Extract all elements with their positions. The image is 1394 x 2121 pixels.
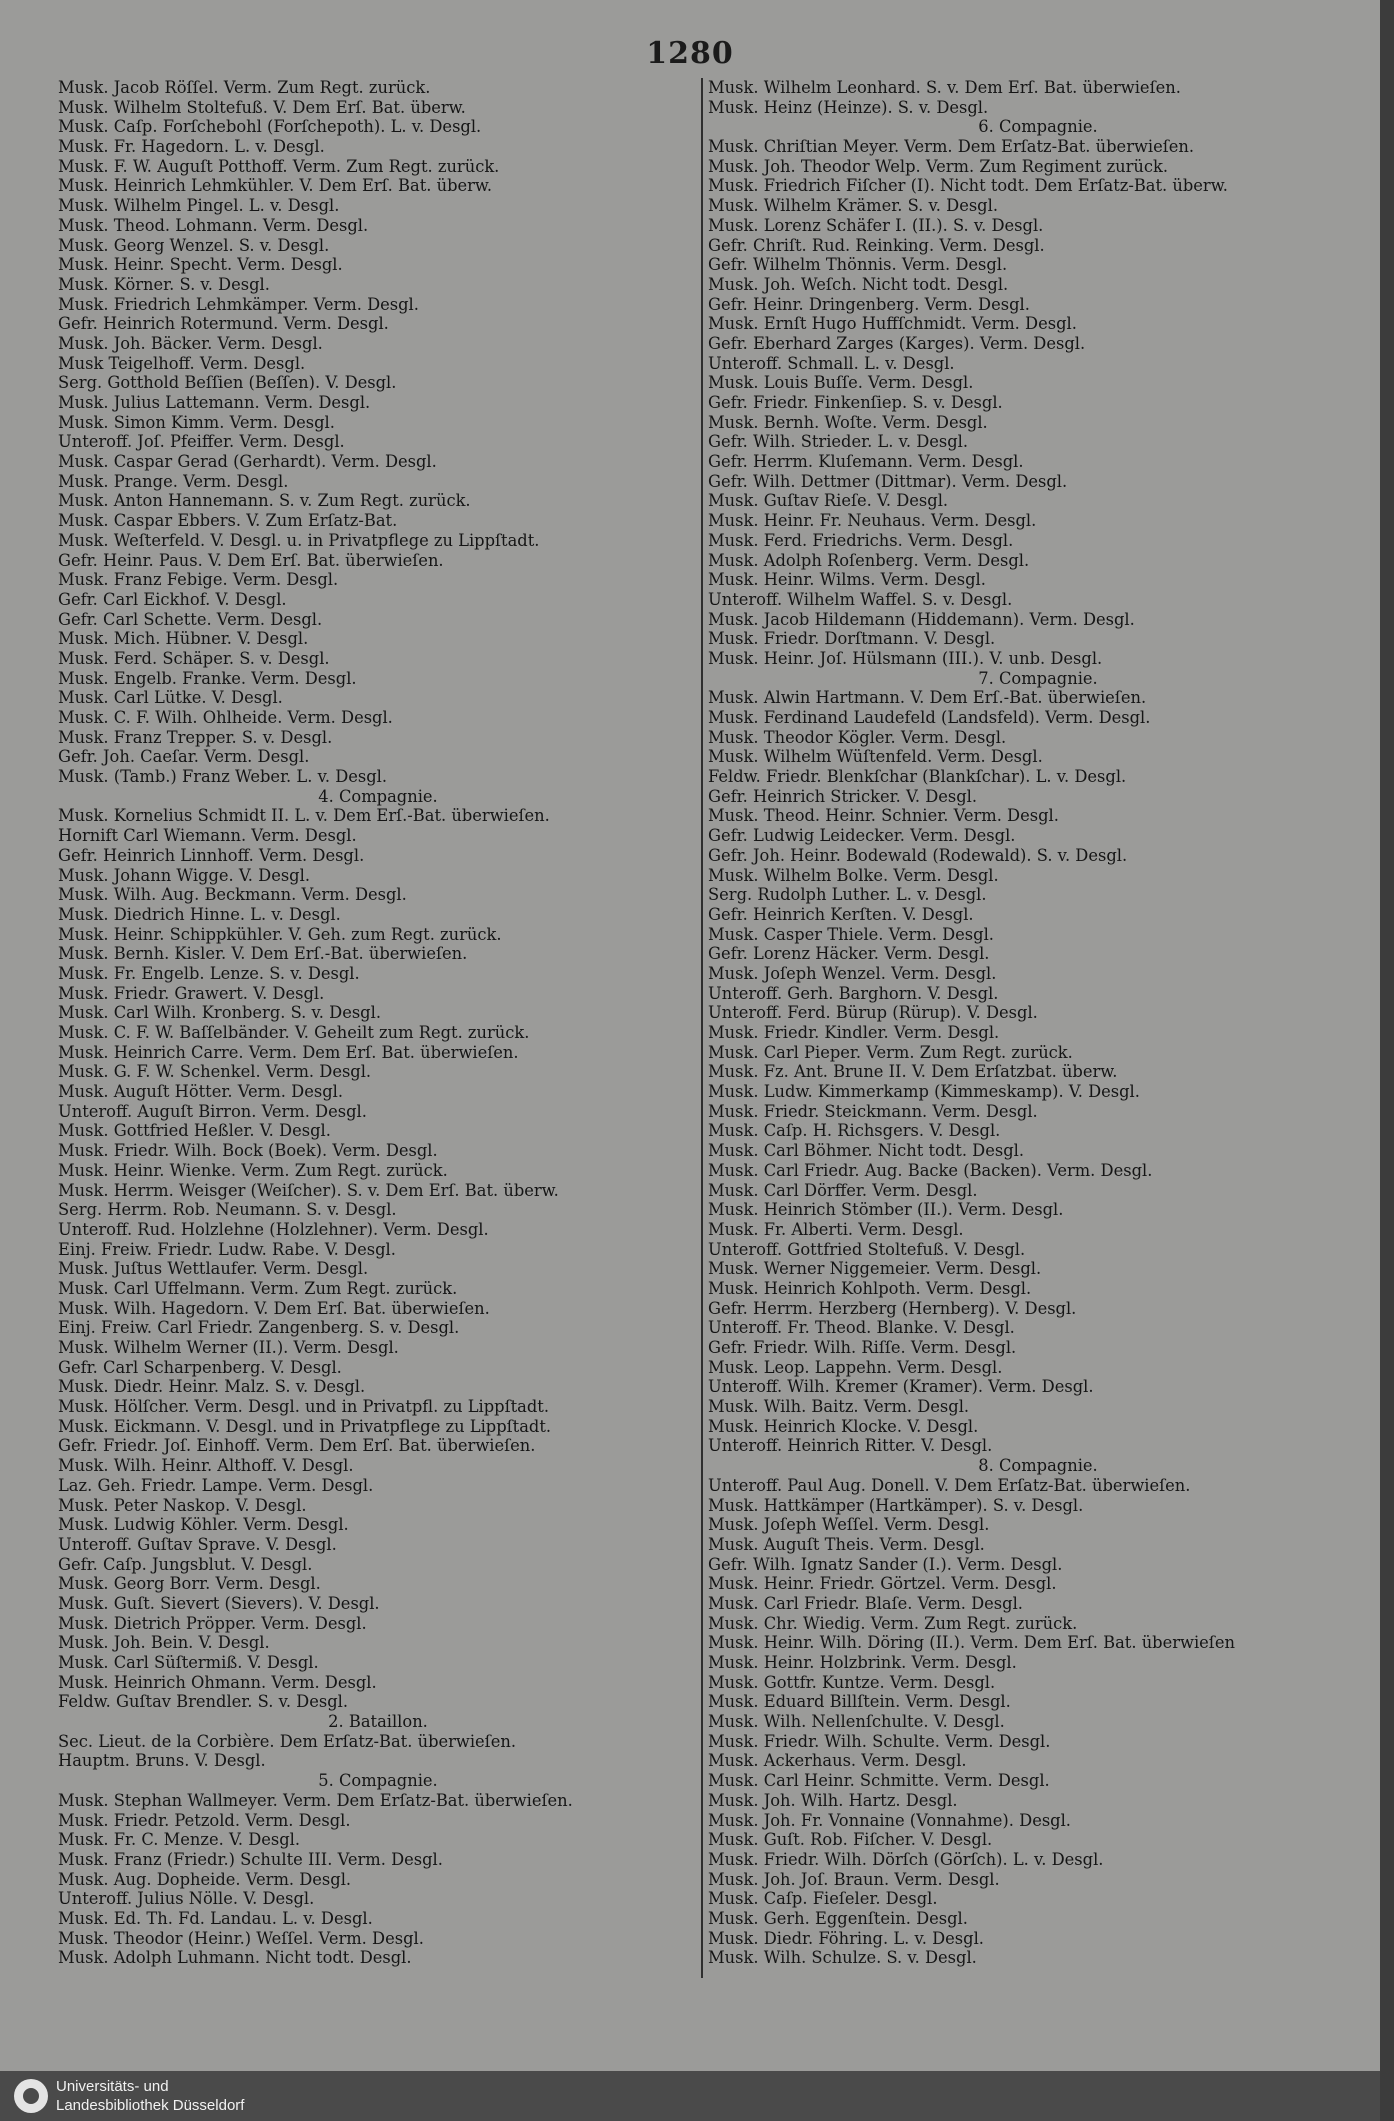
roster-entry: Musk. Wilhelm Leonhard. S. v. Dem Erſ. Bat. überwieſen. (708, 78, 1181, 97)
roster-entry: Gefr. Ludwig Leidecker. Verm. Desgl. (708, 826, 1016, 846)
roster-entry: Musk. Simon Kimm. Verm. Desgl. (58, 412, 335, 432)
roster-entry: Musk. Engelb. Franke. Verm. Desgl. (58, 668, 357, 688)
roster-entry: Gefr. Wilh. Ignatz Sander (I.). Verm. Desgl. (708, 1554, 1063, 1574)
roster-entry: Gefr. Caſp. Jungsblut. V. Desgl. (58, 1554, 313, 1574)
section-heading: 6. Compagnie. (978, 117, 1098, 137)
roster-entry: Musk. Ludwig Köhler. Verm. Desgl. (58, 1515, 349, 1535)
roster-entry: Musk. Heinr. Schippkühler. V. Geh. zum Regt. zurück. (58, 924, 502, 944)
roster-entry: Unteroff. Julius Nölle. V. Desgl. (58, 1889, 315, 1909)
roster-entry: Musk. Caſp. Fieſeler. Desgl. (708, 1889, 938, 1909)
roster-entry: Musk. Ed. Th. Fd. Landau. L. v. Desgl. (58, 1908, 373, 1928)
roster-entry: Musk. Theod. Lohmann. Verm. Desgl. (58, 215, 369, 235)
roster-entry: Musk. Friedr. Kindler. Verm. Desgl. (708, 1023, 1000, 1042)
roster-entry: Musk. Fr. Engelb. Lenze. S. v. Desgl. (58, 963, 360, 983)
roster-entry: Feldw. Guſtav Brendler. S. v. Desgl. (58, 1692, 349, 1712)
section-heading: 8. Compagnie. (978, 1456, 1098, 1476)
roster-entry: Musk. Heinrich Klocke. V. Desgl. (708, 1416, 979, 1436)
roster-entry: Musk. Friedrich Fiſcher (I). Nicht todt. Dem Erſatz-Bat. überw. (708, 176, 1228, 196)
roster-entry: Musk. Anton Hannemann. S. v. Zum Regt. zurück. (58, 491, 471, 511)
roster-entry: Gefr. Wilhelm Thönnis. Verm. Desgl. (708, 255, 1008, 275)
roster-entry: Musk. Franz Febige. Verm. Desgl. (58, 570, 339, 590)
roster-entry: Unteroff. Gottfried Stoltefuß. V. Desgl. (708, 1239, 1026, 1259)
roster-entry: Serg. Gotthold Beſſien (Beſſen). V. Desgl. (58, 373, 397, 393)
roster-entry: Musk. Joſeph Weſſel. Verm. Desgl. (708, 1515, 990, 1535)
roster-entry: Musk. Julius Lattemann. Verm. Desgl. (58, 393, 371, 412)
roster-entry: Musk. Ferdinand Laudefeld (Landsfeld). Verm. Desgl. (708, 708, 1151, 727)
roster-entry: Sec. Lieut. de la Corbière. Dem Erſatz-Bat. überwieſen. (58, 1731, 517, 1751)
section-heading: 7. Compagnie. (978, 668, 1098, 688)
roster-entry: Musk. Wilh. Heinr. Althoff. V. Desgl. (58, 1456, 354, 1476)
roster-entry: Musk. Ludw. Kimmerkamp (Kimmeskamp). V. Desgl. (708, 1082, 1140, 1102)
roster-entry: Gefr. Lorenz Häcker. Verm. Desgl. (708, 944, 990, 964)
roster-entry: Unteroff. Ferd. Bürup (Rürup). V. Desgl. (708, 1003, 1038, 1023)
roster-entry: Unteroff. Rud. Holzlehne (Holzlehner). Verm. Desgl. (58, 1219, 489, 1239)
roster-entry: Gefr. Heinr. Dringenberg. Verm. Desgl. (708, 294, 1030, 314)
roster-entry: Musk. Fr. Alberti. Verm. Desgl. (708, 1219, 964, 1239)
roster-entry: Gefr. Chriſt. Rud. Reinking. Verm. Desgl. (708, 235, 1045, 255)
roster-entry: Musk. Theodor (Heinr.) Weſſel. Verm. Desgl. (58, 1928, 424, 1948)
roster-entry: Unteroff. Paul Aug. Donell. V. Dem Erſatz-Bat. überwieſen. (708, 1475, 1191, 1495)
roster-entry: Gefr. Carl Schette. Verm. Desgl. (58, 609, 323, 629)
roster-entry: Gefr. Joh. Caeſar. Verm. Desgl. (58, 747, 310, 767)
roster-entry: Gefr. Friedr. Finkenſiep. S. v. Desgl. (708, 393, 1003, 412)
roster-entry: Musk. Friedr. Wilh. Dörſch (Görſch). L. v. Desgl. (708, 1849, 1104, 1869)
roster-entry: Musk. Joh. Joſ. Braun. Verm. Desgl. (708, 1869, 1000, 1889)
roster-entry: Unteroff. Auguſt Birron. Verm. Desgl. (58, 1101, 367, 1121)
roster-entry: Unteroff. Fr. Theod. Blanke. V. Desgl. (708, 1318, 1015, 1338)
roster-entry: Musk. Wilhelm Wüſtenfeld. Verm. Desgl. (708, 747, 1043, 767)
library-footer (0, 2071, 1380, 2121)
page-number: 1280 (646, 36, 734, 71)
roster-entry: Musk. Joh. Fr. Vonnaine (Vonnahme). Desgl. (708, 1810, 1071, 1830)
roster-entry: Musk. Carl Böhmer. Nicht todt. Desgl. (708, 1141, 1025, 1161)
roster-entry: Gefr. Friedr. Wilh. Riſſe. Verm. Desgl. (708, 1338, 1017, 1357)
roster-entry: Musk. Heinr. Wilms. Verm. Desgl. (708, 570, 986, 590)
roster-entry: Musk. Friedr. Wilh. Schulte. Verm. Desgl. (708, 1731, 1051, 1751)
roster-entry: Musk. Theod. Heinr. Schnier. Verm. Desgl. (708, 806, 1059, 826)
page-edge (1380, 0, 1394, 2121)
roster-entry: Musk. Gerh. Eggenſtein. Desgl. (708, 1908, 968, 1928)
roster-entry: Musk. Joh. Bäcker. Verm. Desgl. (58, 333, 323, 353)
roster-entry: Musk. Diedr. Föhring. L. v. Desgl. (708, 1928, 984, 1948)
roster-entry: Musk. Wilhelm Krämer. S. v. Desgl. (708, 196, 998, 216)
roster-entry: Musk. Joh. Bein. V. Desgl. (58, 1633, 270, 1653)
library-name (56, 2077, 244, 2115)
roster-entry: Gefr. Carl Scharpenberg. V. Desgl. (58, 1357, 342, 1377)
roster-entry: Musk. Carl Uffelmann. Verm. Zum Regt. zurück. (58, 1278, 458, 1298)
roster-entry: Unteroff. Gerh. Barghorn. V. Desgl. (708, 983, 999, 1003)
roster-entry: Musk. Gottfried Heßler. V. Desgl. (58, 1121, 331, 1141)
roster-entry: Unteroff. Wilh. Kremer (Kramer). Verm. Desgl. (708, 1377, 1094, 1397)
roster-entry: Musk. Hattkämper (Hartkämper). S. v. Desgl. (708, 1495, 1084, 1515)
roster-entry: Musk. Wilhelm Pingel. L. v. Desgl. (58, 196, 340, 216)
roster-entry: Unteroff. Heinrich Ritter. V. Desgl. (708, 1436, 993, 1456)
roster-entry: Musk. Friedr. Dorſtmann. V. Desgl. (708, 629, 996, 649)
roster-entry: Musk. Carl Dörffer. Verm. Desgl. (708, 1180, 978, 1200)
roster-entry: Musk. Heinr. Friedr. Görtzel. Verm. Desgl. (708, 1574, 1057, 1594)
roster-entry: Musk. Hölſcher. Verm. Desgl. und in Privatpfl. zu Lippſtadt. (58, 1397, 550, 1417)
roster-entry: Musk. Adolph Luhmann. Nicht todt. Desgl. (58, 1948, 412, 1968)
roster-entry: Musk. Ackerhaus. Verm. Desgl. (708, 1751, 967, 1771)
roster-entry: Musk. Carl Lütke. V. Desgl. (58, 688, 283, 708)
roster-entry: Musk. Franz Trepper. S. v. Desgl. (58, 727, 333, 747)
roster-entry: Musk. Joſeph Wenzel. Verm. Desgl. (708, 963, 997, 983)
roster-entry: Gefr. Heinrich Kerſten. V. Desgl. (708, 904, 974, 924)
roster-entry: Musk. Mich. Hübner. V. Desgl. (58, 629, 309, 649)
roster-entry: Musk. Werner Niggemeier. Verm. Desgl. (708, 1259, 1042, 1279)
roster-entry: Musk. Heinr. Wienke. Verm. Zum Regt. zurück. (58, 1160, 448, 1180)
roster-entry: Musk. Georg Wenzel. S. v. Desgl. (58, 235, 330, 255)
roster-entry: Musk. Joh. Wilh. Hartz. Desgl. (708, 1790, 958, 1810)
roster-entry: Musk. C. F. Wilh. Ohlheide. Verm. Desgl. (58, 708, 393, 727)
roster-entry: Musk. Heinr. Joſ. Hülsmann (III.). V. unb. Desgl. (708, 648, 1103, 668)
roster-entry: Unteroff. Schmall. L. v. Desgl. (708, 353, 955, 373)
roster-entry: Musk. Louis Buſſe. Verm. Desgl. (708, 373, 974, 393)
roster-entry: Unteroff. Guſtav Sprave. V. Desgl. (58, 1534, 337, 1554)
roster-entry: Musk. Bernh. Kisler. V. Dem Erſ.-Bat. überwieſen. (58, 944, 468, 964)
roster-entry: Musk. Alwin Hartmann. V. Dem Erſ.-Bat. überwieſen. (708, 688, 1147, 708)
roster-entry: Musk. Friedrich Lehmkämper. Verm. Desgl. (58, 294, 419, 314)
roster-entry: Musk. Jacob Röſſel. Verm. Zum Regt. zurück. (58, 78, 431, 97)
roster-entry: Musk. Carl Süſtermiß. V. Desgl. (58, 1653, 319, 1672)
column-divider (701, 78, 703, 1978)
roster-entry: Musk. Georg Borr. Verm. Desgl. (58, 1574, 321, 1594)
roster-entry: Gefr. Herrm. Herzberg (Hernberg). V. Desgl. (708, 1298, 1077, 1318)
roster-entry: Musk. Diedrich Hinne. L. v. Desgl. (58, 904, 341, 924)
section-heading: 5. Compagnie. (318, 1771, 438, 1791)
roster-entry: Musk. Carl Heinr. Schmitte. Verm. Desgl. (708, 1771, 1050, 1791)
library-name-line-2: Landesbibliothek Düsseldorf (56, 2097, 245, 2114)
roster-entry: Feldw. Friedr. Blenkſchar (Blankſchar). L. v. Desgl. (708, 767, 1127, 787)
roster-entry: Musk. Kornelius Schmidt II. L. v. Dem Erſ.-Bat. überwieſen. (58, 806, 550, 826)
roster-entry: Gefr. Joh. Heinr. Bodewald (Rodewald). S. v. Desgl. (708, 845, 1128, 865)
roster-entry: Musk. Wilh. Aug. Beckmann. Verm. Desgl. (58, 885, 407, 905)
roster-entry: Musk. F. W. Auguſt Potthoff. Verm. Zum Regt. zurück. (58, 156, 500, 176)
roster-entry: Musk. Heinrich Stömber (II.). Verm. Desgl. (708, 1200, 1064, 1220)
roster-entry: Musk. Eickmann. V. Desgl. und in Privatpflege zu Lippſtadt. (58, 1416, 552, 1436)
roster-entry: Gefr. Heinrich Rotermund. Verm. Desgl. (58, 314, 389, 334)
roster-entry: Musk. Ferd. Friedrichs. Verm. Desgl. (708, 530, 1014, 550)
roster-entry: Musk. Chriſtian Meyer. Verm. Dem Erſatz-Bat. überwieſen. (708, 137, 1195, 157)
roster-entry: Gefr. Herrm. Kluſemann. Verm. Desgl. (708, 452, 1024, 472)
roster-entry: Laz. Geh. Friedr. Lampe. Verm. Desgl. (58, 1475, 374, 1495)
roster-entry: Musk. Fr. C. Menze. V. Desgl. (58, 1830, 301, 1850)
roster-entry: Gefr. Friedr. Joſ. Einhoff. Verm. Dem Erſ. Bat. überwieſen. (58, 1436, 536, 1456)
roster-entry: Musk. Herrm. Weisger (Weiſcher). S. v. Dem Erſ. Bat. überw. (58, 1180, 559, 1200)
roster-entry: Gefr. Wilh. Strieder. L. v. Desgl. (708, 432, 969, 452)
roster-entry: Musk. Heinr. Holzbrink. Verm. Desgl. (708, 1653, 1017, 1672)
roster-entry: Musk. C. F. W. Baſſelbänder. V. Geheilt zum Regt. zurück. (58, 1023, 530, 1042)
roster-entry: Musk. Wilhelm Bolke. Verm. Desgl. (708, 865, 999, 885)
roster-entry: Musk. Heinr. Wilh. Döring (II.). Verm. Dem Erſ. Bat. überwieſen (708, 1633, 1235, 1653)
roster-entry: Musk. Juſtus Wettlaufer. Verm. Desgl. (58, 1259, 369, 1279)
roster-entry: Unteroff. Wilhelm Waffel. S. v. Desgl. (708, 589, 1013, 609)
roster-entry: Musk. Ernſt Hugo Huffſchmidt. Verm. Desgl. (708, 314, 1077, 334)
roster-entry: Serg. Rudolph Luther. L. v. Desgl. (708, 885, 987, 905)
roster-entry: Musk. Adolph Roſenberg. Verm. Desgl. (708, 550, 1030, 570)
roster-entry: Serg. Herrm. Rob. Neumann. S. v. Desgl. (58, 1200, 397, 1220)
roster-entry: Musk. Carl Friedr. Aug. Backe (Backen). Verm. Desgl. (708, 1160, 1153, 1180)
roster-entry: Musk. Dietrich Pröpper. Verm. Desgl. (58, 1613, 367, 1633)
roster-entry: Musk. Caspar Gerad (Gerhardt). Verm. Desgl. (58, 452, 437, 472)
roster-entry: Musk. Heinr. Specht. Verm. Desgl. (58, 255, 343, 275)
roster-entry: Musk. Friedr. Steickmann. Verm. Desgl. (708, 1101, 1038, 1121)
roster-entry: Musk. Heinrich Carre. Verm. Dem Erſ. Bat. überwieſen. (58, 1042, 519, 1062)
roster-entry: Musk. Johann Wigge. V. Desgl. (58, 865, 310, 885)
library-logo-icon (14, 2079, 48, 2113)
roster-entry: Musk. Friedr. Petzold. Verm. Desgl. (58, 1810, 351, 1830)
roster-entry: Musk. Jacob Hildemann (Hiddemann). Verm. Desgl. (708, 609, 1135, 629)
roster-entry: Einj. Freiw. Carl Friedr. Zangenberg. S. v. Desgl. (58, 1318, 460, 1338)
roster-entry: Gefr. Wilh. Dettmer (Dittmar). Verm. Desgl. (708, 471, 1068, 491)
roster-entry: Musk. Bernh. Woſte. Verm. Desgl. (708, 412, 988, 432)
roster-entry: Musk. Prange. Verm. Desgl. (58, 471, 289, 491)
roster-entry: Musk. Gottfr. Kuntze. Verm. Desgl. (708, 1672, 996, 1692)
roster-entry: Musk. Eduard Billſtein. Verm. Desgl. (708, 1692, 1011, 1712)
roster-entry: Gefr. Heinr. Paus. V. Dem Erſ. Bat. überwieſen. (58, 550, 444, 570)
roster-entry: Musk. Caſp. Forſchebohl (Forſchepoth). L. v. Desgl. (58, 117, 482, 137)
roster-entry: Hornift Carl Wiemann. Verm. Desgl. (58, 826, 357, 846)
roster-entry: Musk. Wilh. Schulze. S. v. Desgl. (708, 1948, 977, 1968)
roster-entry: Musk. Wilhelm Stoltefuß. V. Dem Erſ. Bat. überw. (58, 97, 466, 117)
roster-entry: Musk. Diedr. Heinr. Malz. S. v. Desgl. (58, 1377, 366, 1397)
roster-entry: Musk. Wilh. Baitz. Verm. Desgl. (708, 1397, 970, 1417)
roster-entry: Musk. Fz. Ant. Brune II. V. Dem Erſatzbat. überw. (708, 1062, 1118, 1082)
roster-entry: Musk. G. F. W. Schenkel. Verm. Desgl. (58, 1062, 372, 1082)
roster-entry: Musk. Fr. Hagedorn. L. v. Desgl. (58, 137, 325, 157)
library-name-line-1: Universitäts- und (56, 2078, 169, 2095)
roster-entry: Gefr. Eberhard Zarges (Karges). Verm. Desgl. (708, 333, 1086, 353)
roster-entry: Musk. Franz (Friedr.) Schulte III. Verm. Desgl. (58, 1849, 443, 1869)
roster-entry: Musk. Guſt. Sievert (Sievers). V. Desgl. (58, 1593, 380, 1613)
left-column (58, 78, 698, 1978)
roster-entry: Gefr. Heinrich Linnhoff. Verm. Desgl. (58, 845, 365, 865)
roster-entry: Gefr. Heinrich Stricker. V. Desgl. (708, 786, 978, 806)
section-heading: 4. Compagnie. (318, 786, 438, 806)
roster-entry: Musk. Carl Pieper. Verm. Zum Regt. zurück. (708, 1042, 1073, 1062)
roster-entry: Musk. Carl Friedr. Blaſe. Verm. Desgl. (708, 1593, 1023, 1613)
roster-entry: Hauptm. Bruns. V. Desgl. (58, 1751, 266, 1771)
roster-entry: Musk. Leop. Lappehn. Verm. Desgl. (708, 1357, 1003, 1377)
roster-entry: Musk. Caspar Ebbers. V. Zum Erſatz-Bat. (58, 511, 398, 531)
section-heading: 2. Bataillon. (328, 1712, 428, 1732)
roster-entry: Unteroff. Joſ. Pfeiffer. Verm. Desgl. (58, 432, 345, 452)
roster-entry: Musk. Auguſt Theis. Verm. Desgl. (708, 1534, 985, 1554)
roster-entry: Musk. Chr. Wiedig. Verm. Zum Regt. zurück. (708, 1613, 1078, 1633)
roster-entry: Musk. Casper Thiele. Verm. Desgl. (708, 924, 994, 944)
roster-entry: Musk. Körner. S. v. Desgl. (58, 274, 270, 294)
roster-entry: Musk. (Tamb.) Franz Weber. L. v. Desgl. (58, 767, 388, 787)
roster-entry: Musk. Stephan Wallmeyer. Verm. Dem Erſatz-Bat. überwieſen. (58, 1790, 573, 1810)
roster-entry: Musk. Joh. Theodor Welp. Verm. Zum Regiment zurück. (708, 156, 1169, 176)
roster-entry: Musk. Theodor Kögler. Verm. Desgl. (708, 727, 1007, 747)
roster-entry: Musk. Wilh. Nellenſchulte. V. Desgl. (708, 1712, 1005, 1732)
roster-entry: Musk. Friedr. Grawert. V. Desgl. (58, 983, 325, 1003)
roster-entry: Musk. Lorenz Schäfer I. (II.). S. v. Desgl. (708, 215, 1044, 235)
roster-entry: Musk. Weſterfeld. V. Desgl. u. in Privatpflege zu Lippſtadt. (58, 530, 540, 550)
roster-entry: Musk. Heinrich Ohmann. Verm. Desgl. (58, 1672, 377, 1692)
roster-entry: Musk. Guſtav Rieſe. V. Desgl. (708, 491, 949, 511)
roster-entry: Musk. Heinrich Lehmkühler. V. Dem Erſ. Bat. überw. (58, 176, 493, 196)
roster-entry: Musk. Joh. Weſch. Nicht todt. Desgl. (708, 274, 1009, 294)
roster-entry: Musk Teigelhoff. Verm. Desgl. (58, 353, 306, 373)
roster-entry: Musk. Wilhelm Werner (II.). Verm. Desgl. (58, 1338, 399, 1357)
roster-entry: Musk. Aug. Dopheide. Verm. Desgl. (58, 1869, 352, 1889)
roster-entry: Musk. Caſp. H. Richsgers. V. Desgl. (708, 1121, 1001, 1141)
right-column (708, 78, 1368, 1978)
roster-entry: Musk. Ferd. Schäper. S. v. Desgl. (58, 648, 330, 668)
roster-entry: Musk. Wilh. Hagedorn. V. Dem Erſ. Bat. überwieſen. (58, 1298, 490, 1318)
roster-entry: Musk. Friedr. Wilh. Bock (Boek). Verm. Desgl. (58, 1141, 438, 1161)
roster-entry: Musk. Guſt. Rob. Fiſcher. V. Desgl. (708, 1830, 993, 1850)
roster-entry: Musk. Peter Naskop. V. Desgl. (58, 1495, 307, 1515)
roster-entry: Einj. Freiw. Friedr. Ludw. Rabe. V. Desgl. (58, 1239, 396, 1259)
roster-entry: Gefr. Carl Eickhof. V. Desgl. (58, 589, 287, 609)
roster-entry: Musk. Carl Wilh. Kronberg. S. v. Desgl. (58, 1003, 381, 1023)
roster-entry: Musk. Heinz (Heinze). S. v. Desgl. (708, 97, 989, 117)
roster-entry: Musk. Auguſt Hötter. Verm. Desgl. (58, 1082, 344, 1102)
roster-entry: Musk. Heinrich Kohlpoth. Verm. Desgl. (708, 1278, 1032, 1298)
roster-entry: Musk. Heinr. Fr. Neuhaus. Verm. Desgl. (708, 511, 1037, 531)
